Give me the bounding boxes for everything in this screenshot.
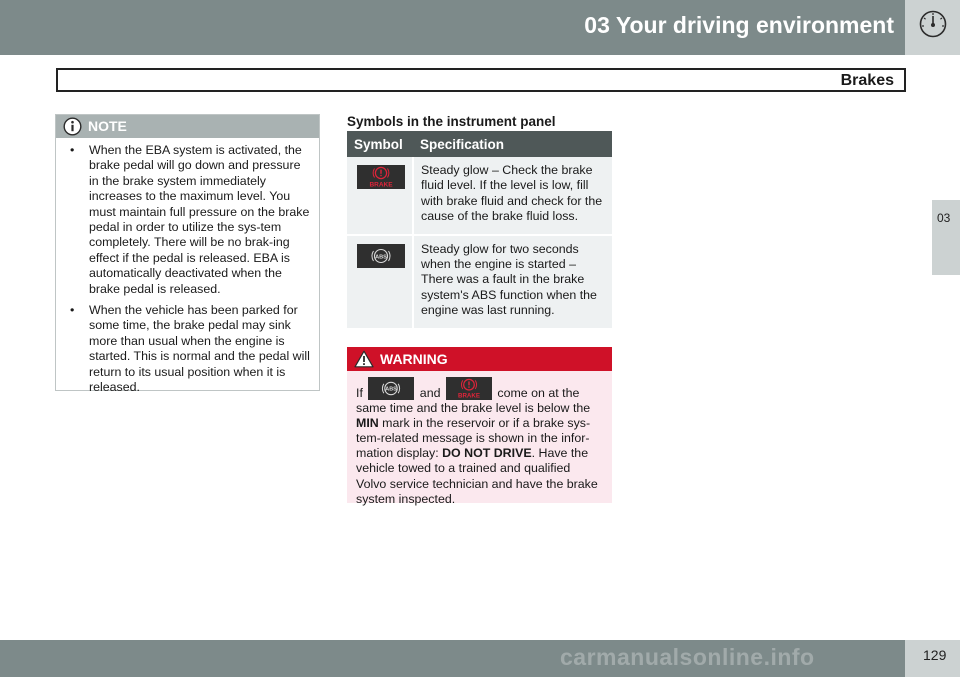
table-row: [347, 235, 612, 328]
specification-cell: Steady glow for two seconds when the engine is started – There was a fault in the brake system's ABS function when the engine was last running.: [413, 235, 612, 328]
table-row: [347, 157, 612, 235]
chapter-tab-label: 03: [937, 211, 951, 225]
svg-text:ABS: ABS: [385, 386, 398, 393]
chapter-header: [0, 0, 960, 55]
bullet-icon: •: [70, 143, 75, 157]
symbols-table: [347, 131, 612, 328]
warning-title: WARNING: [380, 351, 448, 367]
page-number-box: [905, 640, 960, 677]
note-title: NOTE: [88, 118, 127, 134]
chapter-icon-box: [905, 0, 960, 55]
warning-and: and: [419, 386, 441, 400]
abs-warning-lamp-icon: [357, 244, 405, 268]
note-item: [70, 143, 311, 297]
warning-triangle-icon: [354, 350, 374, 368]
warning-text-part: mark in the reservoir or if a brake sys-tem-related message is shown in the infor-mation display:: [356, 416, 591, 461]
note-item-text: When the vehicle has been parked for some time, the brake pedal may sink more than usual when the engine is started. This is normal and the pedal will return to its usual position when it is released.: [89, 303, 310, 395]
abs-warning-lamp-icon: [368, 377, 414, 400]
warning-header: [347, 347, 612, 371]
speedometer-icon: [918, 9, 948, 39]
specification-cell: Steady glow – Check the brake fluid level. If the level is low, fill with brake fluid and check for the cause of the brake fluid loss.: [413, 157, 612, 235]
symbols-heading: Symbols in the instrument panel: [347, 114, 556, 129]
svg-text:BRAKE: BRAKE: [369, 181, 393, 189]
symbol-cell: [347, 157, 413, 235]
warning-text: [347, 371, 612, 507]
column-header-symbol: Symbol: [347, 131, 413, 157]
svg-text:BRAKE: BRAKE: [457, 392, 480, 400]
symbol-cell: [347, 235, 413, 328]
note-list: [56, 138, 319, 396]
warning-text-part: come on at the same time and the brake level is below the: [356, 386, 591, 416]
note-item-text: When the EBA system is activated, the brake pedal will go down and pressure in the brake system immediately increases to the maximum level. You must maintain full pressure on the brake pedal in order to utilize the sys-tem completely. There will be no brak-ing effect if the pedal is released. EBA is automatically deactivated when the brake pedal is released.: [89, 143, 310, 296]
section-bar: [56, 68, 906, 92]
chapter-title: 03 Your driving environment: [584, 12, 894, 38]
min-label: MIN: [356, 416, 379, 431]
note-item: [70, 303, 311, 395]
warning-prefix: If: [356, 386, 363, 400]
page-number: 129: [923, 647, 947, 663]
bullet-icon: •: [70, 303, 75, 318]
watermark: carmanualsonline.info: [560, 644, 815, 670]
info-icon: [63, 117, 82, 136]
note-header: [56, 115, 319, 138]
warning-text-part: . Have the vehicle towed to a trained and qualified Volvo service technician and have the brake system inspected.: [356, 446, 598, 506]
brake-warning-lamp-icon: [357, 165, 405, 189]
chapter-tab[interactable]: [932, 200, 960, 275]
table-header-row: [347, 131, 612, 157]
page-footer: [0, 640, 960, 677]
svg-text:ABS: ABS: [375, 253, 387, 260]
column-header-specification: Specification: [413, 131, 612, 157]
do-not-drive-message: DO NOT DRIVE: [442, 446, 532, 461]
brake-warning-lamp-icon: [446, 377, 492, 400]
note-box: [55, 114, 320, 395]
warning-box: [347, 347, 612, 506]
section-title: Brakes: [840, 72, 894, 89]
